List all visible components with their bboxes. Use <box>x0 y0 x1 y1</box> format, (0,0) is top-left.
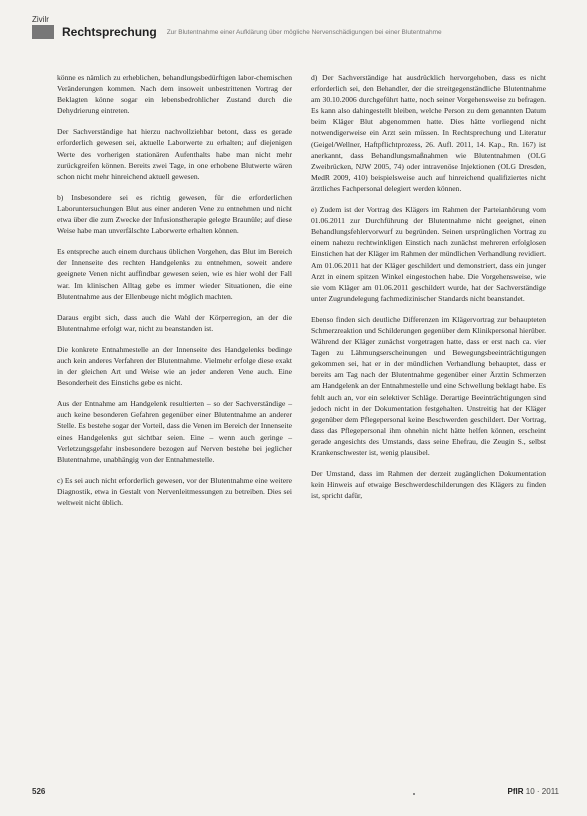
right-column <box>311 72 546 511</box>
issue-number: 10 · 2011 <box>525 787 559 796</box>
header-block <box>32 25 54 39</box>
paragraph: Ebenso finden sich deutliche Differenzen im Klägervortrag zur behaupteten Schmerzreaktion und Schilderungen gegenüber dem Klinikpersonal hierüber. Während der Kläger zunächst vorgetragen hatte, dass er erst nach ca. vier Tagen zu Lähmungserscheinungen und Bewegungsbeeinträchtigungen gekommen sei, hat er in der mündlichen Verhandlung behauptet, dass er bereits am Tag nach der Blutentnahme gegenüber einer Ärztin Schmerzen am Handgelenk an der Entnahmestelle und eine Schwellung beklagt habe. Es fehlt auch an, vor ein selektiver Schläge. Derartige Beeinträchtigungen sind jedoch nicht in der Dokumentation festgehalten. Unstreitig hat der Kläger gegenüber dem Pflegepersonal keine Beschwerden geschildert. Der Vortrag, dass das Pflegepersonal ihm ohnehin nicht hätte helfen können, erscheint gerade angesichts des Umstands, dass seine Ehefrau, die Zeugin S., selbst Krankenschwester ist, wenig plausibel. <box>311 314 546 457</box>
section-label: Zivilr <box>32 15 49 24</box>
paragraph: könne es nämlich zu erheblichen, behandlungsbedürftigen labor-chemischen Veränderungen kommen. Nach dem insoweit unbestrittenen Vortrag der Beklagten könne sogar ein lebensbedrohlicher Zustand durch die Dehydrierung eintreten. <box>57 73 292 116</box>
paragraph: c) Es sei auch nicht erforderlich gewesen, vor der Blutentnahme eine weitere Diagnostik, etwa in Gestalt von Nervenleitmessungen zu betreiben. Dies sei weltweit nicht üblich. <box>57 475 292 507</box>
left-column <box>57 72 292 518</box>
paragraph: d) Der Sachverständige hat ausdrücklich hervorgehoben, dass es nicht erforderlich sei, den Behandler, der die streitgegenständliche Blutentnahme am 30.10.2006 durchgeführt hatte, noch seiner Vorgehensweise zu befragen. Es kann also dahingestellt bleiben, welche Person zu dem genannten Datum beim Kläger Blut abgenommen hatte. Dies hätte vorliegend nicht notwendigerweise ein Arzt sein müssen. In Rechtsprechung und Literatur (Geigel/Wellner, Haftpflichtprozess, 26. Aufl. 2011, 14. Kap., Rn. 167) ist anerkannt, dass Behandlungsmaßnahmen wie Blutentnahmen (OLG Zweibrücken, NJW 2005, 74) oder intravenöse Injektionen (OLG Dresden, MedR 2009, 410) beispielsweise auch auf hinreichend qualifiziertes nicht ärztliches Fachpersonal delegiert werden können. <box>311 73 546 193</box>
footer-dot <box>413 793 415 795</box>
paragraph: Der Umstand, dass im Rahmen der derzeit zugänglichen Dokumentation kein Hinweis auf etwaige Beschwerdeschilderungen des Klägers zu finden ist, spricht dafür, <box>311 469 546 501</box>
page-number: 526 <box>32 787 46 796</box>
paragraph: e) Zudem ist der Vortrag des Klägers im Rahmen der Parteianhörung vom 01.06.2011 zur Durchführung der Blutentnahme nicht geeignet, einen Behandlungsfehlervorwurf zu begründen. Seinen ursprünglichen Vortrag zu einem nahezu rechtwinkligen Einstich nach zunächst mehreren erfolglosen Einstichen hat der Kläger im Rahmen der mündlichen Verhandlung revidiert. Am 01.06.2011 hat der Kläger geschildert und demonstriert, dass ein junger Arzt in einem spitzen Winkel eingestochen habe. Die Vorgehensweise, wie sie vom Kläger am 01.06.2011 geschildert wurde, hat der Sachverständige unter Zugrundelegung fachmedizinischer Standards nicht beanstandet. <box>311 205 546 303</box>
paragraph: Daraus ergibt sich, dass auch die Wahl der Körperregion, an der die Blutentnahme erfolgt war, nicht zu beanstanden ist. <box>57 312 292 333</box>
paragraph: Die konkrete Entnahmestelle an der Innenseite des Handgelenks bedinge auch kein anderes Verfahren der Blutentnahme. Vielmehr erfolge diese exakt in der gleichen Art und Weise wie an jeder anderen Vene auch. Eine Besonderheit des Einstichs gebe es nicht. <box>57 344 292 388</box>
paragraph: Es entspreche auch einem durchaus üblichen Vorgehen, das Blut im Bereich der Innenseite des rechten Handgelenks zu entnehmen, soweit andere geeignete Venen nicht auffindbar gewesen seien, wie es hier wohl der Fall war. Im klinischen Alltag gebe es immer wieder Situationen, die eine Blutentnahme aus der Ellenbeuge nicht möglich machten. <box>57 247 292 301</box>
paragraph: Der Sachverständige hat hierzu nachvollziehbar betont, dass es gerade erforderlich gewesen sei, aktuelle Laborwerte zu erhalten; auf diejenigen Werte des vorherigen stationären Aufenthalts habe man nicht mehr zurückgreifen können. Bereits zwei Tage, in one erhobene Blutwerte wären schon nicht mehr hinreichend aktuell gewesen. <box>57 127 292 181</box>
journal-info <box>508 787 559 796</box>
header-title: Rechtsprechung <box>62 25 157 39</box>
paragraph: b) Insbesondere sei es richtig gewesen, für die erforderlichen Laboruntersuchungen Blut aus einer anderen Vene zu entnehmen und nicht etwa über die zum Zwecke der Infusionstherapie gelegte Braunüle; auf diese Weise habe man unverfälschte Laborwerte erhalten können. <box>57 192 292 236</box>
paragraph: Aus der Entnahme am Handgelenk resultierten – so der Sachverständige – auch keine besonderen Gefahren gegenüber einer Blutentnahme an anderer Stelle. Es bestehe sogar der Vorteil, dass die Venen im Bereich der Innenseite eines Handgelenks gut sichtbar seien. Eine – wenn auch geringe – Verletzungsgefahr insbesondere bezogen auf Nerven bestehe bei jeglicher Blutentnahme, unabhängig von der Entnahmestelle. <box>57 399 292 464</box>
running-header <box>32 25 559 39</box>
header-subtitle: Zur Blutentnahme einer Aufklärung über mögliche Nervenschädigungen bei einer Blutentnahme <box>166 28 442 36</box>
journal-name: PflR <box>507 787 524 796</box>
